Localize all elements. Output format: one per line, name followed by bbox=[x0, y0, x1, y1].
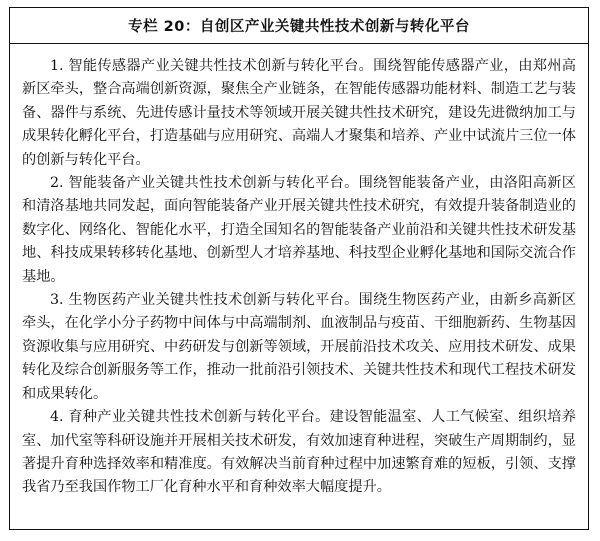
paragraph-equipment-platform: 2. 智能装备产业关键共性技术创新与转化平台。围绕智能装备产业，由洛阳高新区和清洛基地共同发起，面向智能装备产业开展关键共性技术研究，有效提升装备制造业的数字化、网络化、智能化水平，打造全国知名的智能装备产业前沿和关键共性技术研发基地、科技成果转移转化基地、创新型人才培养基地、科技型企业孵化基地和国际交流合作基地。 bbox=[22, 175, 576, 285]
column-box bbox=[9, 7, 589, 530]
column-body bbox=[10, 44, 588, 500]
paragraph-biomedicine-platform: 3. 生物医药产业关键共性技术创新与转化平台。围绕生物医药产业，由新乡高新区牵头，在化学小分子药物中间体与中高端制剂、血液制品与疫苗、干细胞新药、生物基因资源收集与应用研究、中药研发与创新等领域，开展前沿技术攻关、应用技术研发、成果转化及综合创新服务等工作，推动一批前沿引领技术、关键共性技术和现代工程技术研发和成果转化。 bbox=[22, 292, 576, 402]
paragraph-sensor-platform: 1. 智能传感器产业关键共性技术创新与转化平台。围绕智能传感器产业，由郑州高新区牵头，整合高端创新资源，聚焦全产业链条，在智能传感器功能材料、制造工艺与装备、器件与系统、先进传感计量技术等领域开展关键共性技术研究，建设先进微纳加工与成果转化孵化平台，打造基础与应用研究、高端人才聚集和培养、产业中试流片三位一体的创新与转化平台。 bbox=[22, 58, 576, 168]
column-title: 专栏 20：自创区产业关键共性技术创新与转化平台 bbox=[10, 8, 588, 44]
paragraph-breeding-platform: 4. 育种产业关键共性技术创新与转化平台。建设智能温室、人工气候室、组织培养室、加代室等科研设施并开展相关技术研发，有效加速育种进程，突破生产周期制约，显著提升育种选择效率和精准度。有效解决当前育种过程中加速繁育难的短板，引领、支撑我省乃至我国作物工厂化育种水平和育种效率大幅度提升。 bbox=[22, 409, 576, 496]
